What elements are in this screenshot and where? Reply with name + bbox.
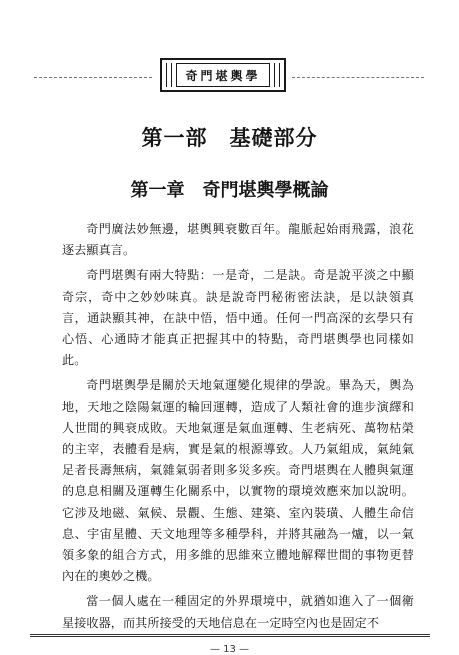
chapter-title: 第一章 奇門堪輿學概論 [130, 180, 329, 201]
body-text [62, 219, 414, 638]
header-scroll-banner [160, 58, 286, 92]
page-number: — 13 — [209, 644, 250, 655]
banner-rule-right [292, 77, 424, 78]
paragraph: 當一個人處在一種固定的外界環境中，就猶如進入了一個衛星接收器，而其所接受的天地信息在一定時空內也是固定不 [62, 594, 414, 630]
banner-rule-left [34, 77, 152, 78]
paragraph: 奇門堪輿有兩大特點：一是奇，二是訣。奇是說平淡之中顯奇宗，奇中之妙妙味真。訣是說奇門秘術密法訣，是以訣領真言，通訣顯其神，在訣中悟，悟中通。任何一門高深的玄學只有心悟、心通時才能真正把握其中的特點，奇門堪輿學也同樣如此。 [62, 268, 414, 368]
header-banner-label: 奇門堪輿學 [176, 63, 270, 87]
part-title: 第一部 基礎部分 [141, 126, 318, 150]
paragraph: 奇門廣法妙無邊，堪輿興衰數百年。龍脈起始雨飛露，浪花逐去顯真言。 [62, 222, 414, 258]
paragraph: 奇門堪輿學是關於天地氣運變化規律的學說。畢為天，輿為地，天地之陰陽氣運的輪回運轉，造成了人類社會的進步演繹和人世間的興衰成敗。天地氣運是氣血運轉、生老病死、萬物枯榮的主宰，表體看是病，實是氣的根源導致。人乃氣組成，氣純氣足者長壽無病，氣雜氣弱者則多災多疾。奇門堪輿在人體與氣運的息息相關及運轉生化關系中，以實物的環境效應來加以說明。它涉及地磁、氣候、景觀、生態、建築、室內裝璜、人體生命信息、宇宙星體、天文地理等多種學科，并將其融為一爐，以一氣領多象的組合方式，用多維的思維來立體地解釋世間的事物更替內在的奧妙之機。 [62, 378, 414, 584]
footer-rule [30, 634, 430, 641]
